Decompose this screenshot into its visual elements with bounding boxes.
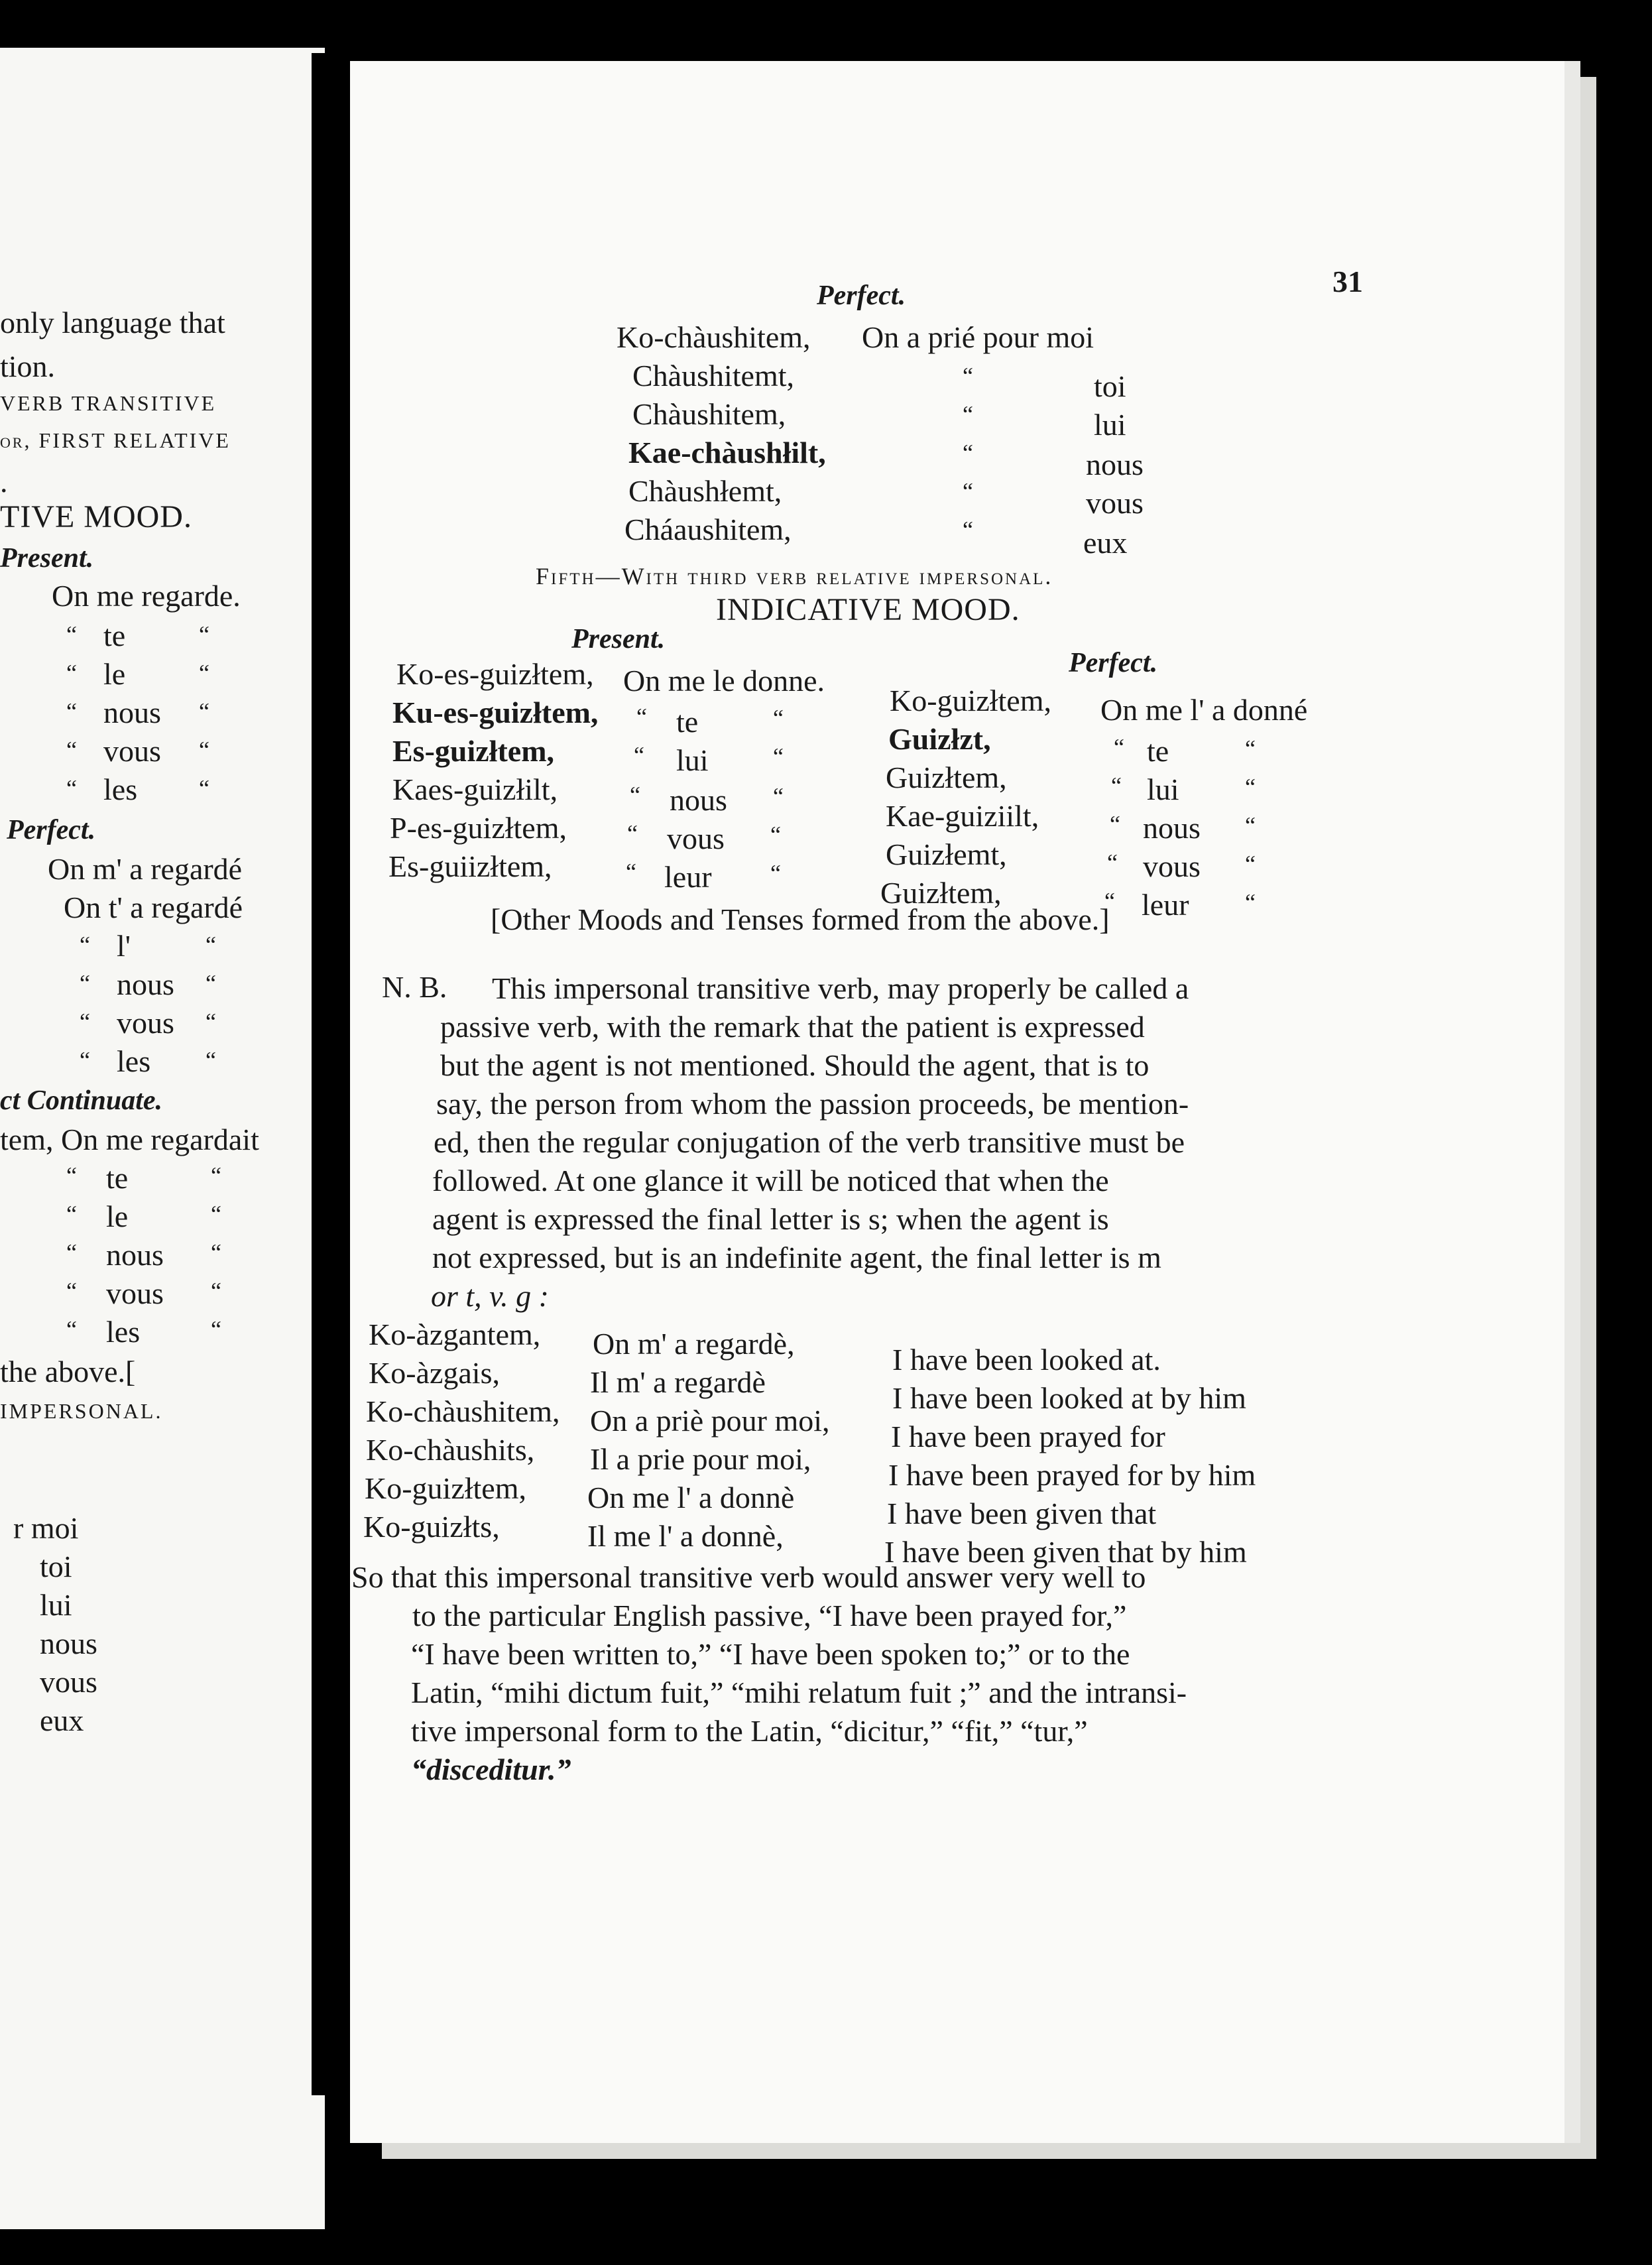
french-gloss: te [1147,734,1169,768]
ditto-mark: “ [1111,772,1122,799]
left-line: tem, On me regardait [0,1123,259,1156]
french-gloss: te [676,705,699,739]
left-line: IMPERSONAL. [0,1399,163,1423]
left-line: or, FIRST RELATIVE [0,428,231,452]
left-line: nous [117,967,174,1001]
example-english: I have been prayed for [891,1420,1165,1453]
ditto-mark: “ [66,1316,77,1343]
french-gloss: On a prié pour moi [862,320,1094,354]
ditto-mark: “ [206,1047,216,1073]
example-english: I have been given that [887,1497,1157,1530]
ditto-mark: “ [211,1239,221,1266]
ditto-mark: “ [66,1239,77,1266]
nb-line: ed, then the regular conjugation of the verb transitive must be [434,1125,1185,1159]
nb-line: or t, v. g : [431,1279,550,1313]
verb-form: P-es-guizłtem, [390,811,567,845]
french-gloss: leur [664,860,712,894]
ditto-mark: “ [66,621,77,648]
left-heading: TIVE MOOD. [0,499,192,534]
left-line: eux [40,1703,84,1737]
bracket-note: [Other Moods and Tenses formed from the above.] [491,902,1110,936]
nb-line: say, the person from whom the passion proceeds, be mention- [436,1087,1189,1121]
verb-form: Kae-chàushłilt, [628,436,826,469]
closing-line: “I have been written to,” “I have been spoken to;” or to the [411,1637,1130,1671]
ditto-mark: “ [770,822,781,848]
french-gloss: toi [1094,369,1126,403]
example-french: On me l' a donnè [587,1481,795,1514]
nb-line: passive verb, with the remark that the patient is expressed [440,1010,1145,1044]
left-line: nous [106,1238,164,1272]
french-gloss: eux [1083,526,1128,560]
example-english: I have been looked at by him [892,1381,1246,1415]
left-line: l' [117,929,131,963]
ditto-mark: “ [80,932,90,958]
verb-form: Cháaushitem, [624,513,792,546]
french-gloss: lui [1147,772,1179,806]
left-line: . [0,465,8,499]
ditto-mark: “ [206,1009,216,1035]
ditto-mark: “ [770,860,781,887]
ditto-mark: “ [634,742,644,768]
ditto-mark: “ [1245,812,1256,839]
example-french: Il m' a regardè [590,1365,766,1399]
example-english: I have been prayed for by him [888,1458,1256,1492]
example-verb: Ko-chàushits, [366,1433,535,1467]
left-subheading: ct Continuate. [0,1085,163,1116]
left-line: On me regarde. [52,579,241,613]
french-gloss: nous [1086,448,1144,481]
left-line: toi [40,1550,72,1583]
french-gloss: On me le donne. [623,664,825,698]
ditto-mark: “ [626,859,636,885]
perfect-heading-2: Perfect. [1069,648,1158,678]
ditto-mark: “ [211,1316,221,1343]
ditto-mark: “ [66,1278,77,1304]
ditto-mark: “ [773,743,784,770]
verb-form: Ko-chàushitem, [617,320,811,354]
verb-form: Guizłtem, [886,761,1007,794]
verb-form: Chàushitem, [632,397,786,431]
french-gloss: vous [1143,849,1201,883]
verb-form: Es-guizłtem, [392,734,555,768]
verb-form: Kae-guiziilt, [886,799,1039,833]
example-french: Il a prie pour moi, [590,1442,811,1476]
left-line: les [106,1315,141,1349]
ditto-mark: “ [1245,735,1256,762]
example-french: Il me l' a donnè, [587,1519,784,1553]
verb-form: Ku-es-guizłtem, [392,696,599,729]
left-line: r moi [13,1511,79,1545]
verb-form: Es-guiizłtem, [388,849,552,883]
closing-line: “disceditur.” [411,1752,571,1786]
left-line: lui [40,1588,72,1622]
left-line: nous [103,696,161,729]
ditto-mark: “ [773,783,784,810]
french-gloss: lui [676,743,709,777]
left-line: te [106,1161,129,1195]
ditto-mark: “ [963,363,973,389]
ditto-mark: “ [80,970,90,997]
left-line: On t' a regardé [64,890,243,924]
verb-form: Guizłzt, [888,722,991,756]
page-gutter [312,53,338,2095]
example-verb: Ko-àzgantem, [369,1317,541,1351]
ditto-mark: “ [211,1201,221,1227]
french-gloss: vous [667,822,725,855]
ditto-mark: “ [80,1009,90,1035]
example-verb: Ko-àzgais, [369,1356,500,1390]
nb-line: This impersonal transitive verb, may properly be called a [492,971,1189,1005]
ditto-mark: “ [199,775,209,802]
ditto-mark: “ [630,782,640,808]
perfect-heading: Perfect. [817,280,906,311]
verb-form: Guizłtem, [880,876,1002,910]
verb-form: Guizłemt, [886,837,1007,871]
ditto-mark: “ [963,440,973,466]
closing-line: tive impersonal form to the Latin, “dicitur,” “fit,” “tur,” [411,1714,1088,1748]
ditto-mark: “ [1110,811,1120,837]
ditto-mark: “ [206,970,216,997]
mood-heading: INDICATIVE MOOD. [716,592,1020,627]
ditto-mark: “ [66,660,77,686]
section-heading-fifth: Fifth—With third verb relative impersonal. [536,563,1053,589]
left-line: VERB TRANSITIVE [0,391,217,415]
ditto-mark: “ [66,1162,77,1189]
left-subheading: Perfect. [7,815,96,845]
left-line: les [103,772,138,806]
french-gloss: nous [670,783,727,817]
left-line: vous [40,1665,97,1699]
ditto-mark: “ [66,775,77,802]
ditto-mark: “ [636,704,647,730]
page-number: 31 [1332,265,1363,298]
verb-form: Kaes-guizłilt, [392,772,558,806]
left-line: le [106,1199,129,1233]
ditto-mark: “ [199,698,209,725]
left-line: les [117,1044,151,1078]
left-subheading: Present. [0,543,94,574]
closing-line: Latin, “mihi dictum fuit,” “mihi relatum fuit ;” and the intransi- [411,1676,1187,1709]
example-french: On a priè pour moi, [590,1404,830,1438]
ditto-mark: “ [963,517,973,543]
ditto-mark: “ [199,737,209,763]
left-line: le [103,657,126,691]
left-line: te [103,619,126,652]
ditto-mark: “ [66,1201,77,1227]
french-gloss: vous [1086,486,1144,520]
ditto-mark: “ [206,932,216,958]
left-line: vous [103,734,161,768]
ditto-mark: “ [199,660,209,686]
ditto-mark: “ [773,705,784,731]
left-line: the above.[ [0,1355,136,1388]
ditto-mark: “ [1104,888,1115,914]
verb-form: Chàushitemt, [632,359,795,393]
example-verb: Ko-guizłtem, [365,1471,526,1505]
ditto-mark: “ [66,737,77,763]
left-line: vous [117,1006,174,1040]
ditto-mark: “ [1245,774,1256,800]
example-verb: Ko-guizłts, [363,1510,500,1544]
nb-line: not expressed, but is an indefinite agent, the final letter is m [432,1241,1161,1274]
ditto-mark: “ [1107,849,1118,876]
left-line: tion. [0,349,56,383]
ditto-mark: “ [963,478,973,505]
present-heading: Present. [571,624,666,654]
verb-form: Chàushłemt, [628,474,782,508]
ditto-mark: “ [66,698,77,725]
ditto-mark: “ [199,621,209,648]
nb-line: followed. At one glance it will be noticed that when the [432,1164,1109,1197]
left-line: only language that [0,306,225,339]
ditto-mark: “ [80,1047,90,1073]
ditto-mark: “ [1245,889,1256,916]
nb-line: but the agent is not mentioned. Should the agent, that is to [440,1048,1150,1082]
french-gloss: lui [1094,408,1126,442]
example-english: I have been looked at. [892,1343,1161,1377]
french-gloss: nous [1143,811,1201,845]
left-line: nous [40,1626,97,1660]
ditto-mark: “ [1114,734,1124,761]
nb-label: N. B. [382,970,447,1004]
left-line: vous [106,1276,164,1310]
left-line: On m' a regardé [48,852,243,886]
ditto-mark: “ [627,820,638,847]
verb-form: Ko-es-guizłtem, [396,657,594,691]
ditto-mark: “ [963,401,973,428]
closing-line: So that this impersonal transitive verb would answer very well to [351,1560,1146,1594]
ditto-mark: “ [211,1162,221,1189]
closing-line: to the particular English passive, “I have been prayed for,” [412,1599,1127,1632]
french-gloss: leur [1142,888,1189,922]
example-verb: Ko-chàushitem, [366,1394,560,1428]
nb-line: agent is expressed the final letter is s; when the agent is [432,1202,1109,1236]
ditto-mark: “ [1245,851,1256,877]
example-english: I have been given that by him [884,1535,1247,1569]
french-gloss: On me l' a donné [1100,693,1308,727]
ditto-mark: “ [211,1278,221,1304]
verb-form: Ko-guizłtem, [890,684,1051,717]
example-french: On m' a regardè, [593,1327,795,1361]
